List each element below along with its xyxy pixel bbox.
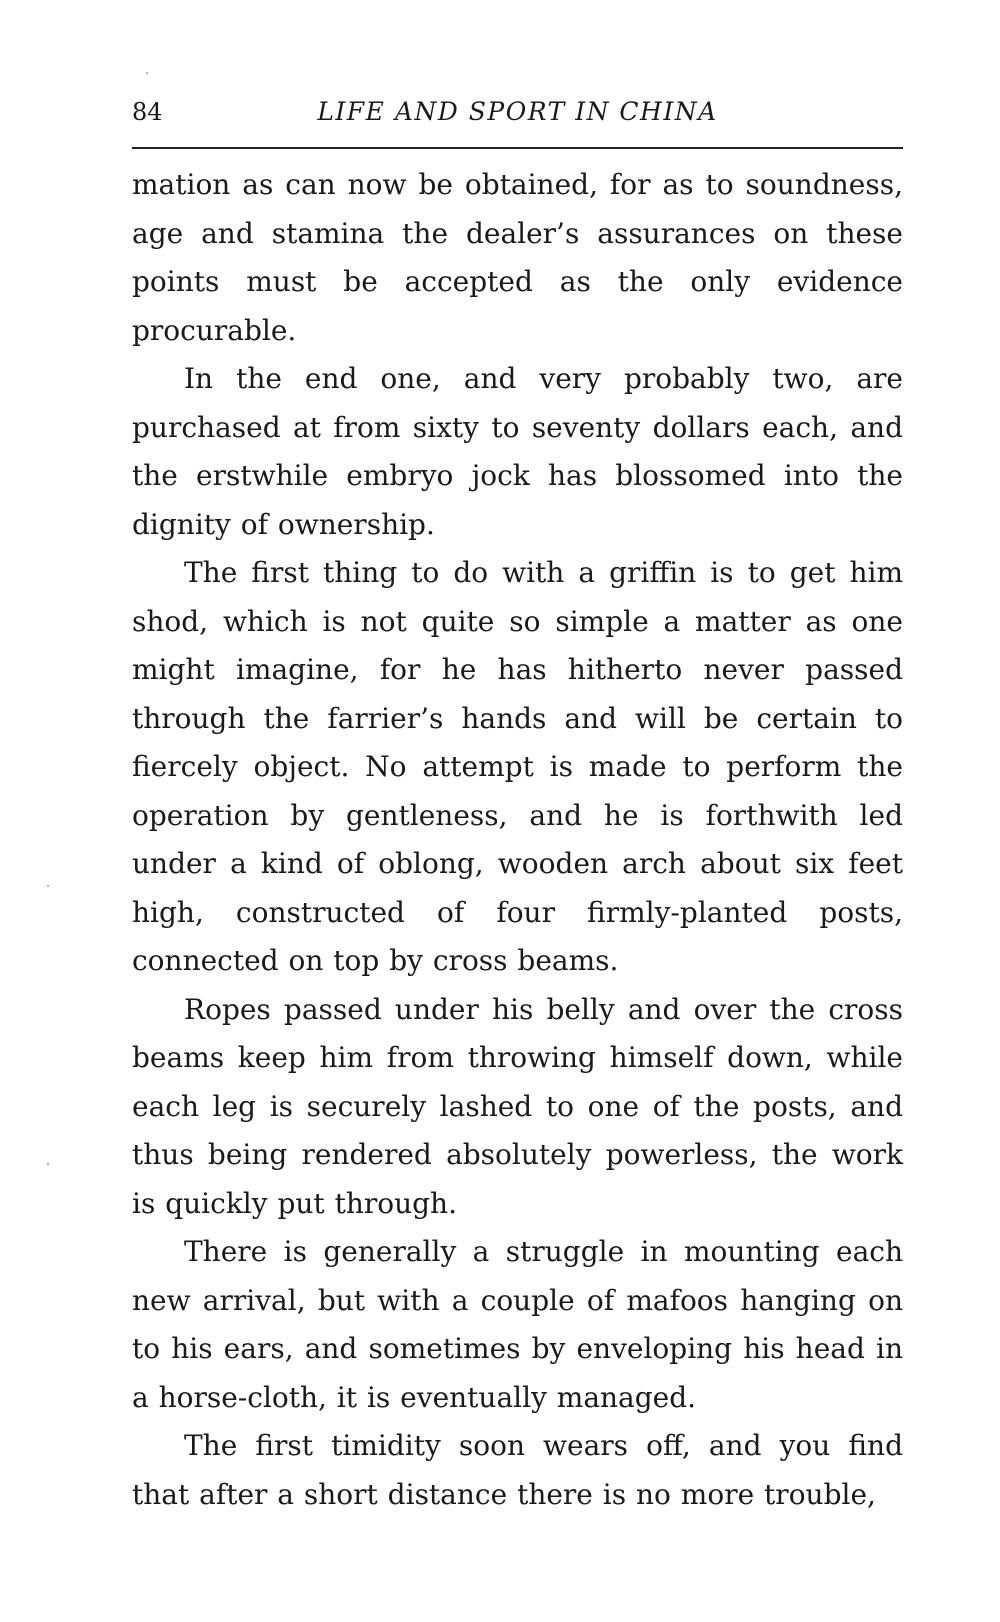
body-text <box>132 161 903 1519</box>
header-rule <box>132 147 903 149</box>
paragraph: Ropes passed under his belly and over the cross beams keep him from throwing himself down, while each leg is securely lashed to one of the posts, and thus being rendered absolutely powerless, the work is quickly put through. <box>132 992 903 1220</box>
paper-speck <box>47 1163 49 1165</box>
paragraph: The first timidity soon wears off, and you find that after a short distance there is no more trouble, <box>132 1429 903 1511</box>
paper-speck <box>146 72 148 74</box>
paragraph: The first thing to do with a griffin is to get him shod, which is not quite so simple a matter as one might imagine, for he has hitherto never passed through the farrier’s hands and will be certain to fiercely object. No attempt is made to perform the operation by gentleness, and he is forthwith led under a kind of oblong, wooden arch about six feet high, constructed of four firmly-planted posts, connected on top by cross beams. <box>132 556 903 977</box>
running-title: LIFE AND SPORT IN CHINA <box>317 97 718 126</box>
paragraph: There is generally a struggle in mounting each new arrival, but with a couple of mafoos hanging on to his ears, and sometimes by enveloping his head in a horse-cloth, it is eventually managed. <box>132 1235 903 1414</box>
paper-speck <box>47 885 49 887</box>
paragraph-continued: mation as can now be obtained, for as to soundness, age and stamina the dealer’s assurances on these points must be accepted as the only evidence procurable. <box>132 168 903 347</box>
page-header <box>132 92 903 132</box>
paragraph: In the end one, and very probably two, are purchased at from sixty to seventy dollars each, and the erstwhile embryo jock has blossomed into the dignity of ownership. <box>132 362 903 541</box>
page-number: 84 <box>132 98 163 126</box>
